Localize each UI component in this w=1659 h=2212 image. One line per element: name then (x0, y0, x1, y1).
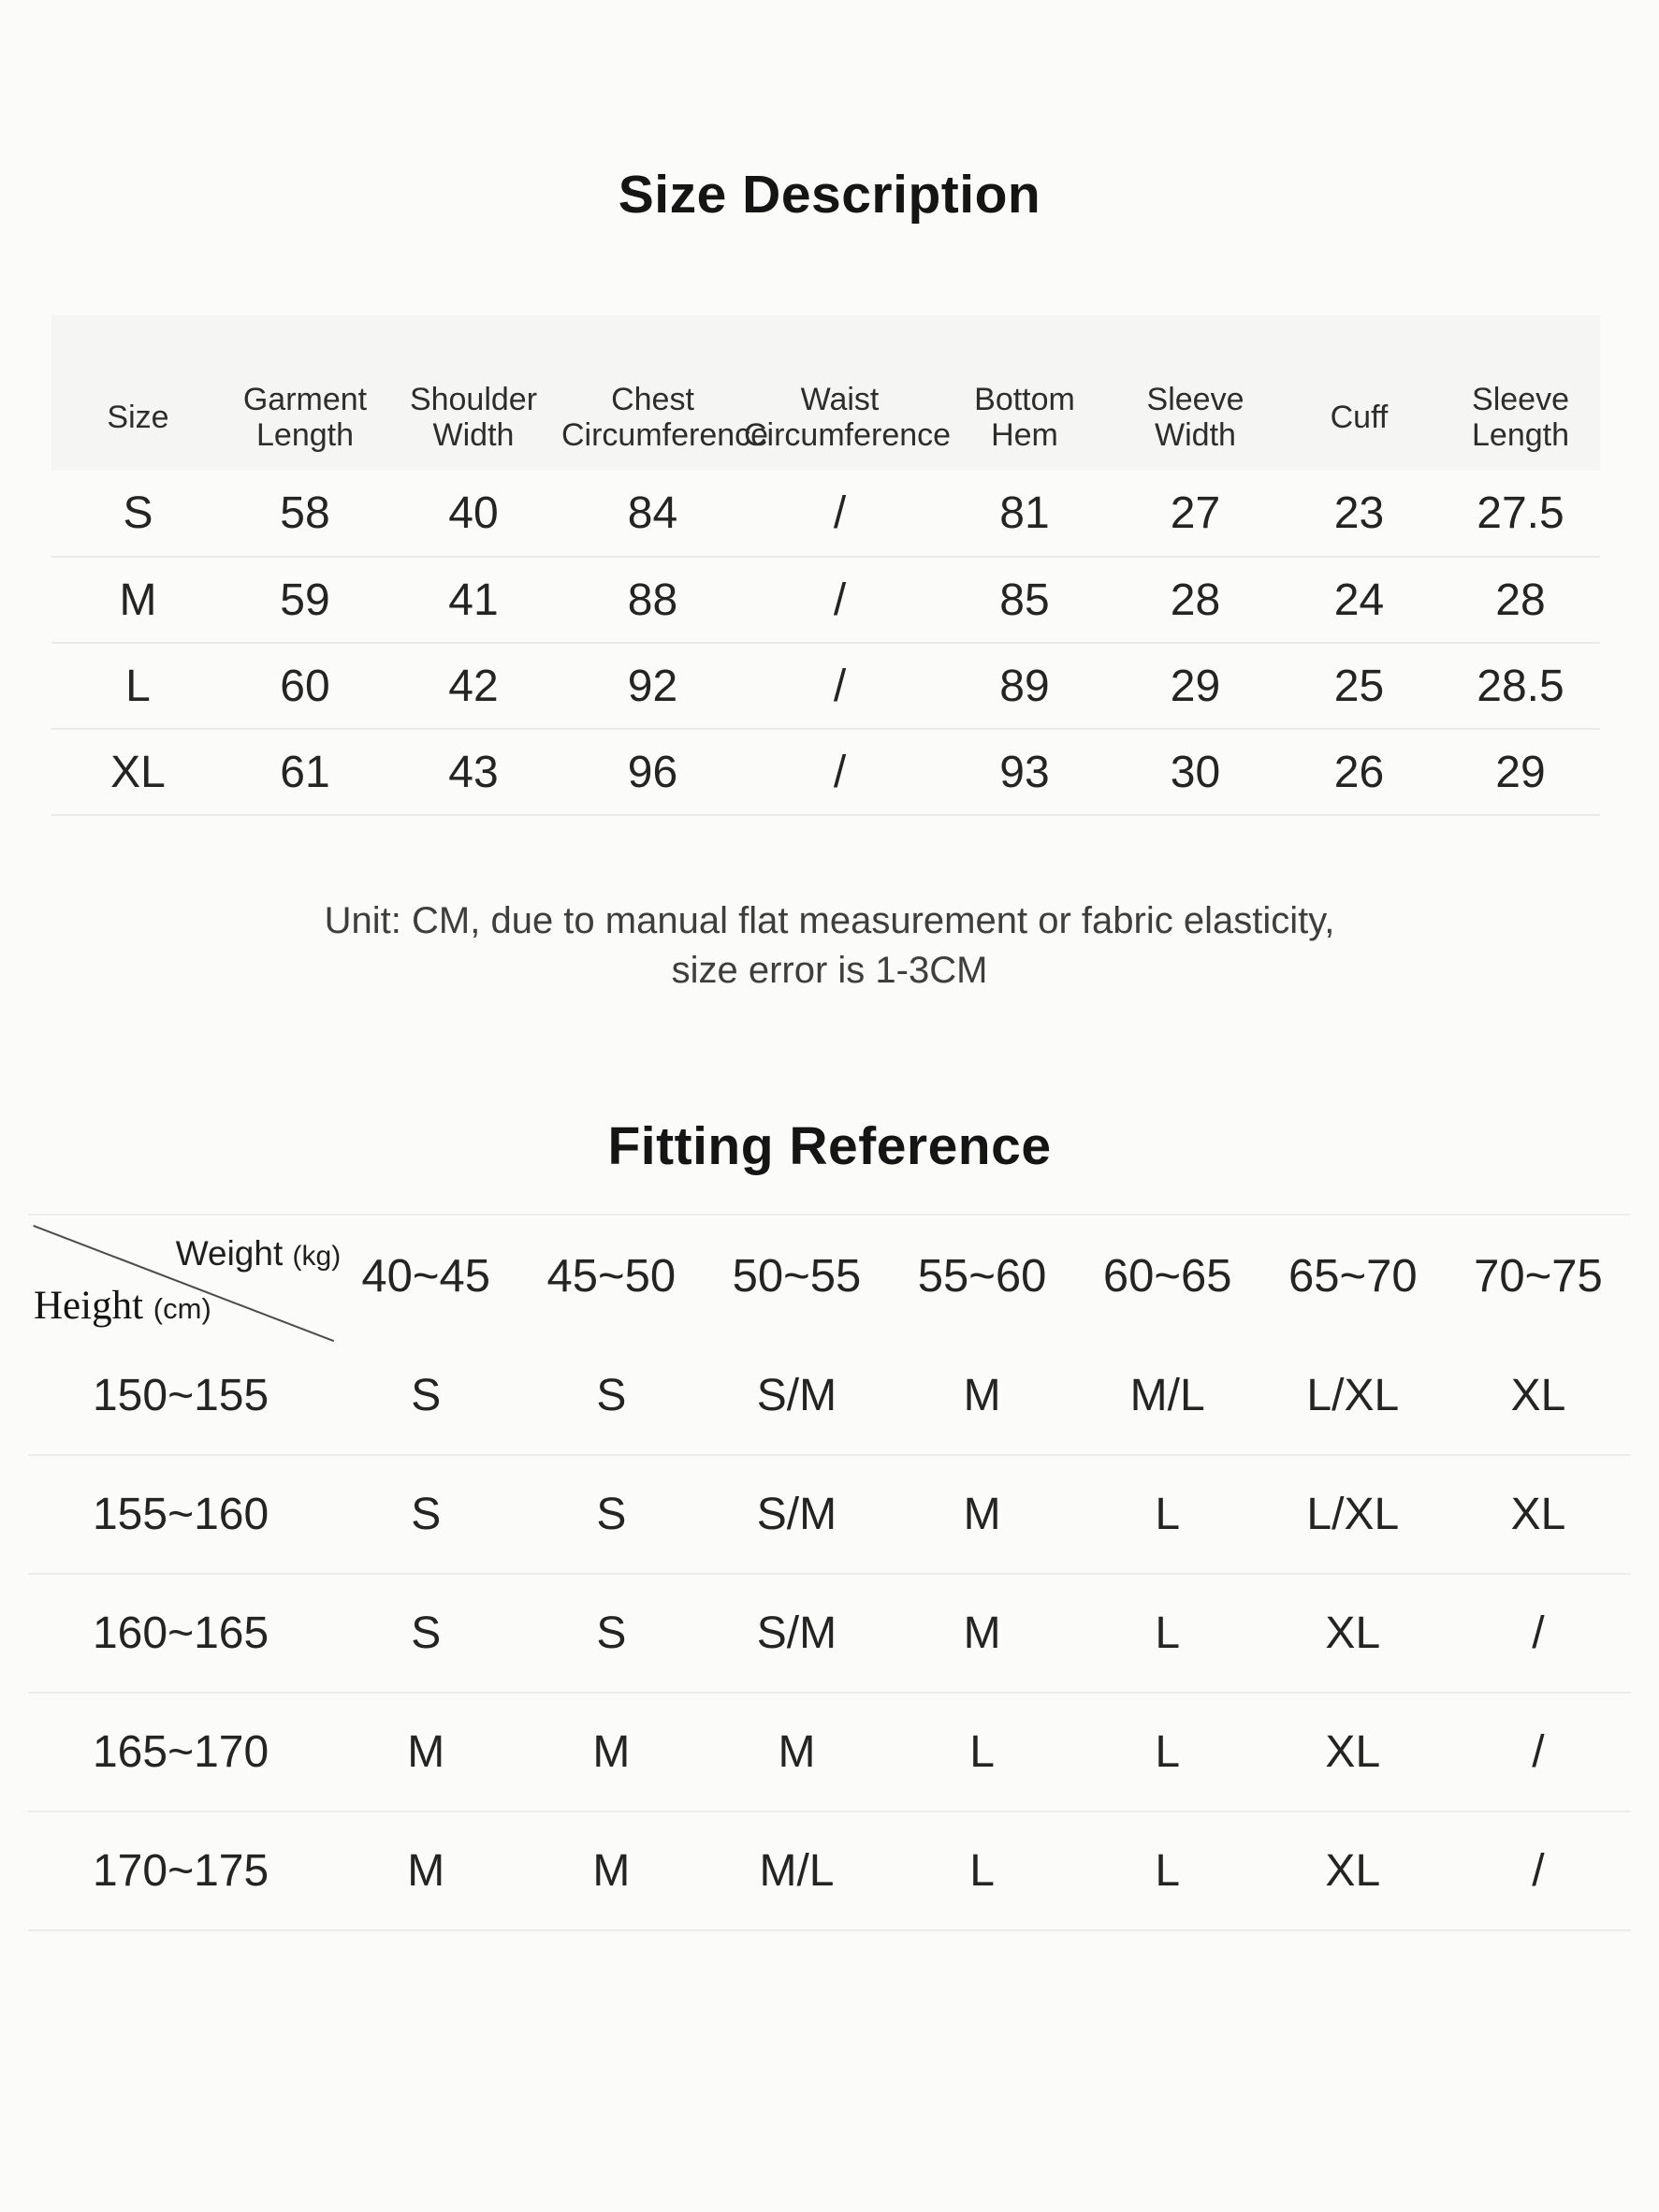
size-label-cell: XL (110, 747, 166, 797)
fitting-size-cell: XL (1325, 1846, 1381, 1896)
size-label-cell: M (119, 575, 157, 625)
size-description-title: Size Description (618, 165, 1041, 225)
size-table-header-row (51, 315, 1600, 471)
measurement-cell: 96 (627, 747, 678, 797)
fitting-size-cell: S (596, 1608, 627, 1658)
fitting-size-cell: L (1155, 1608, 1181, 1658)
measurement-cell: 92 (627, 661, 678, 711)
fitting-size-cell: L (1155, 1490, 1181, 1539)
fitting-size-cell: L/XL (1306, 1490, 1400, 1539)
column-header-shoulder-width: Shoulder Width (409, 382, 538, 453)
measurement-cell: 43 (448, 747, 499, 797)
fitting-size-cell: S/M (756, 1370, 837, 1420)
measurement-cell: 58 (280, 488, 330, 538)
fitting-table-row (28, 1574, 1631, 1693)
fitting-table-row (28, 1336, 1631, 1455)
height-axis-unit: (cm) (153, 1292, 211, 1325)
column-header-sleeve-width: Sleeve Width (1146, 382, 1244, 453)
column-header-chest-circumference: Chest Circumference (561, 382, 769, 453)
height-range-cell: 150~155 (92, 1370, 269, 1420)
fitting-size-cell: L (969, 1727, 995, 1777)
fitting-table-row (28, 1455, 1631, 1574)
height-range-cell: 155~160 (92, 1490, 269, 1539)
column-header-waist-circumference: Waist Circumference (744, 382, 952, 453)
fitting-size-cell: L (969, 1846, 995, 1896)
fitting-size-cell: M (963, 1370, 1001, 1420)
fitting-table-row (28, 1812, 1631, 1930)
measurement-cell: 29 (1495, 747, 1546, 797)
measurement-cell: / (833, 488, 847, 538)
fitting-reference-title: Fitting Reference (607, 1116, 1052, 1176)
weight-range-header: 60~65 (1102, 1250, 1232, 1302)
measurement-cell: / (833, 747, 847, 797)
measurement-cell: 84 (627, 488, 678, 538)
size-table-row (51, 729, 1600, 815)
measurement-cell: 81 (999, 488, 1050, 538)
fitting-table (28, 1214, 1631, 1931)
fitting-table-header-row (28, 1215, 1631, 1336)
fitting-size-cell: M (592, 1846, 631, 1896)
size-table-row (51, 557, 1600, 643)
fitting-size-cell: XL (1325, 1608, 1381, 1658)
measurement-cell: 27 (1170, 488, 1221, 538)
size-table (51, 315, 1600, 816)
height-axis-label: Height (cm) (34, 1284, 211, 1328)
measurement-cell: 41 (448, 575, 499, 625)
measurement-cell: / (833, 661, 847, 711)
fitting-size-cell: S (596, 1490, 627, 1539)
height-range-cell: 170~175 (92, 1846, 269, 1896)
measurement-cell: 40 (448, 488, 499, 538)
fitting-size-cell: M (407, 1846, 445, 1896)
weight-range-header: 50~55 (732, 1250, 862, 1302)
measurement-cell: 27.5 (1477, 488, 1564, 538)
measurement-note-line2: size error is 1-3CM (671, 950, 988, 991)
measurement-cell: 25 (1333, 661, 1385, 711)
column-header-garment-length: Garment Length (242, 382, 368, 453)
measurement-cell: 30 (1170, 747, 1221, 797)
fitting-size-cell: / (1532, 1608, 1545, 1658)
column-header-bottom-hem: Bottom Hem (974, 382, 1075, 453)
measurement-note (0, 896, 1659, 996)
fitting-size-cell: M (407, 1727, 445, 1777)
fitting-size-cell: / (1532, 1727, 1545, 1777)
size-label-cell: S (123, 488, 153, 538)
fitting-size-cell: S/M (756, 1608, 837, 1658)
axis-header-content (28, 1215, 342, 1336)
measurement-cell: 88 (627, 575, 678, 625)
fitting-size-cell: M/L (759, 1846, 835, 1896)
weight-axis-unit: (kg) (292, 1241, 342, 1272)
fitting-size-cell: M (963, 1608, 1001, 1658)
weight-range-header: 40~45 (361, 1250, 491, 1302)
axis-header-cell (28, 1215, 342, 1336)
fitting-size-cell: M (592, 1727, 631, 1777)
weight-axis-label: Weight (kg) (175, 1234, 342, 1273)
measurement-cell: 59 (280, 575, 330, 625)
measurement-cell: 24 (1333, 575, 1385, 625)
size-table-row (51, 471, 1600, 557)
weight-range-header: 70~75 (1474, 1250, 1603, 1302)
fitting-size-cell: M (963, 1490, 1001, 1539)
measurement-cell: / (833, 575, 847, 625)
fitting-size-cell: L (1155, 1846, 1181, 1896)
measurement-cell: 29 (1170, 661, 1221, 711)
measurement-cell: 28.5 (1477, 661, 1564, 711)
size-label-cell: L (125, 661, 151, 711)
fitting-size-cell: S/M (756, 1490, 837, 1539)
fitting-table-row (28, 1693, 1631, 1812)
column-header-cuff: Cuff (1330, 400, 1389, 435)
weight-range-header: 65~70 (1288, 1250, 1418, 1302)
weight-range-header: 45~50 (546, 1250, 677, 1302)
measurement-cell: 89 (999, 661, 1050, 711)
size-table-row (51, 643, 1600, 729)
measurement-note-line1: Unit: CM, due to manual flat measurement or fabric elasticity, (324, 900, 1335, 941)
fitting-size-cell: L/XL (1306, 1370, 1400, 1420)
fitting-size-cell: S (596, 1370, 627, 1420)
fitting-size-cell: L (1155, 1727, 1181, 1777)
measurement-cell: 42 (448, 661, 499, 711)
measurement-cell: 61 (280, 747, 330, 797)
measurement-cell: 93 (999, 747, 1050, 797)
fitting-size-cell: S (411, 1608, 442, 1658)
measurement-cell: 26 (1333, 747, 1385, 797)
fitting-size-cell: / (1532, 1846, 1545, 1896)
column-header-size: Size (107, 400, 169, 435)
fitting-size-cell: S (411, 1490, 442, 1539)
height-range-cell: 160~165 (92, 1608, 269, 1658)
fitting-size-cell: XL (1510, 1490, 1566, 1539)
fitting-size-cell: M (778, 1727, 816, 1777)
fitting-size-cell: S (411, 1370, 442, 1420)
weight-range-header: 55~60 (917, 1250, 1047, 1302)
measurement-cell: 85 (999, 575, 1050, 625)
measurement-cell: 28 (1495, 575, 1546, 625)
measurement-cell: 23 (1333, 488, 1385, 538)
column-header-sleeve-length: Sleeve Length (1472, 382, 1569, 453)
fitting-size-cell: XL (1325, 1727, 1381, 1777)
measurement-cell: 60 (280, 661, 330, 711)
height-range-cell: 165~170 (92, 1727, 269, 1777)
fitting-size-cell: XL (1510, 1370, 1566, 1420)
measurement-cell: 28 (1170, 575, 1221, 625)
fitting-size-cell: M/L (1129, 1370, 1205, 1420)
